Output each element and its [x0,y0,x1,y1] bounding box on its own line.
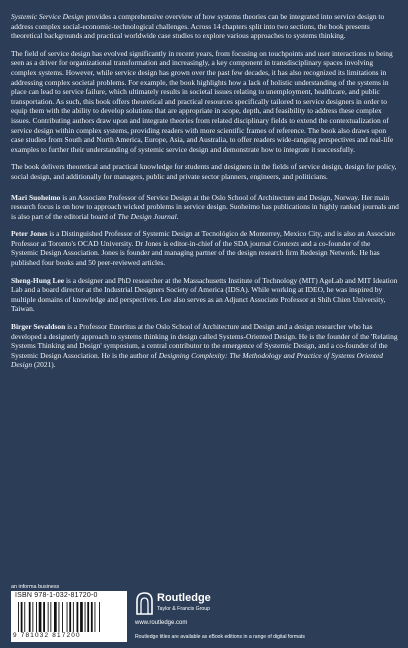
isbn-label: ISBN 978-1-032-81720-0 [15,592,98,599]
bio-text: and a co-founder of the Systemic Design Association. Jones is founder and managing partner of the design research firm Redesign Network. He has published four books and 50 peer-reviewed articles. [11,238,380,268]
author-name: Peter Jones [11,229,48,239]
routledge-logo-icon [135,591,154,615]
book-description [11,12,399,182]
barcode-icon [17,602,121,632]
ebook-note: Routledge titles are available as eBook editions in a range of digital formats [135,634,305,640]
bio-text: is a Distinguished Professor of Systemic Design at Tecnológico de Monterrey, Mexico City, and is also an Associate Professor at Toronto's OCAD University. Dr Jones is editor-in-chief of the SDA journal [11,229,395,248]
book-title: Systemic Service Design [11,12,84,21]
journal-title: Contexts [272,238,300,248]
bio-text: . [176,211,179,221]
description-paragraph-2: The field of service design has evolved significantly in recent years, from focusing on touchpoints and user interactions to being seen as a driver for organizational transformation and increasingly, a key component in transdisciplinary spaces involving complex systems. However, while service design has grown over the past few decades, it has also recognized its limitations in addressing complex societal problems. For example, the book highlights how a lack of holistic understanding of the systems in place can lead to service failure, which ultimately results in societal issues relating to unemployment, healthcare, and public transportation. As such, this book offers theoretical and practical resources specifically tailored to service designers in order to equip them with the ability to develop solutions that are appropriate in scope, depth, and feasibility to address these complex issues. Contributing authors draw upon and integrate theories from related disciplinary fields to extend the contextualization of service design within complex systems, providing readers with more scientific frames of reference. The book also draws upon case studies from South and North America, Europe, Asia, and Australia, to offer readers wide-ranging perspectives and real-life examples to further their understanding of systemic service design and demonstrate how to integrate it successfully. [11,48,394,154]
publisher-name: Routledge [157,592,211,604]
bio-text: is an Associate Professor of Service Design at the Oslo School of Architecture and Design, Norway. Her main research focus is on how to approach wicked problems in service design. Suoheimo has publications in highly ranked journals and is also part of the editorial board of [11,192,399,221]
author-name: Sheng-Hung Lee [11,275,65,285]
back-cover-text [11,12,399,378]
bio-text: is a designer and PhD researcher at the Massachusetts Institute of Technology (MIT) AgeLab and MIT Ideation Lab and a board director at the Industrial Designers Society of America (IDSA). While working at IDEO, he was inspired by multiple domains of knowledge and perspectives. Lee also serves as an Adjunct Associate Professor at Shih Chien University, Taiwan. [11,275,398,314]
publisher-url: www.routledge.com [135,620,188,626]
bio-lee [11,276,399,314]
author-name: Mari Suoheimo [11,192,61,202]
informa-tagline: an informa business [11,584,60,590]
author-name: Birger Sevaldson [11,322,66,332]
description-text: provides a comprehensive overview of how systems theories can be integrated into service design to address complex social-economic-technological challenges. Across 14 chapters split into two sections, the book presents theoretical backgrounds and practical worldwide case studies to explore various approaches to systems thinking. [11,12,385,41]
description-paragraph-1 [11,12,399,41]
barcode-panel [11,591,127,642]
bio-sevaldson [11,322,399,370]
bio-jones [11,229,399,267]
journal-title: The Design Journal [117,211,177,221]
cover-footer [11,584,399,644]
bio-suoheimo [11,193,399,222]
description-paragraph-3: The book delivers theoretical and practical knowledge for students and designers in the fields of service design, design for policy, social design, and additionally for managers, public and private sector planners, engineers, and politicians. [11,162,397,181]
book-reference-title: Designing Complexity: The Methodology and Practice of Systems Oriented Design [11,350,384,370]
bio-text: (2021). [32,360,56,370]
bio-text: is a Professor Emeritus at the Oslo School of Architecture and Design and a design researcher who has developed a designerly approach to systems thinking in design called Systems-Oriented Design. He is the founder of the 'Relating Systems Thinking and Design' symposium, a central contributor to the emergence of Systemic Design, and a co-founder of the Systemic Design Association. He is the author of [11,322,398,360]
author-bios [11,193,399,371]
publisher-group: Taylor & Francis Group [157,606,211,612]
barcode-digits: 9 781032 817200 [13,632,81,639]
